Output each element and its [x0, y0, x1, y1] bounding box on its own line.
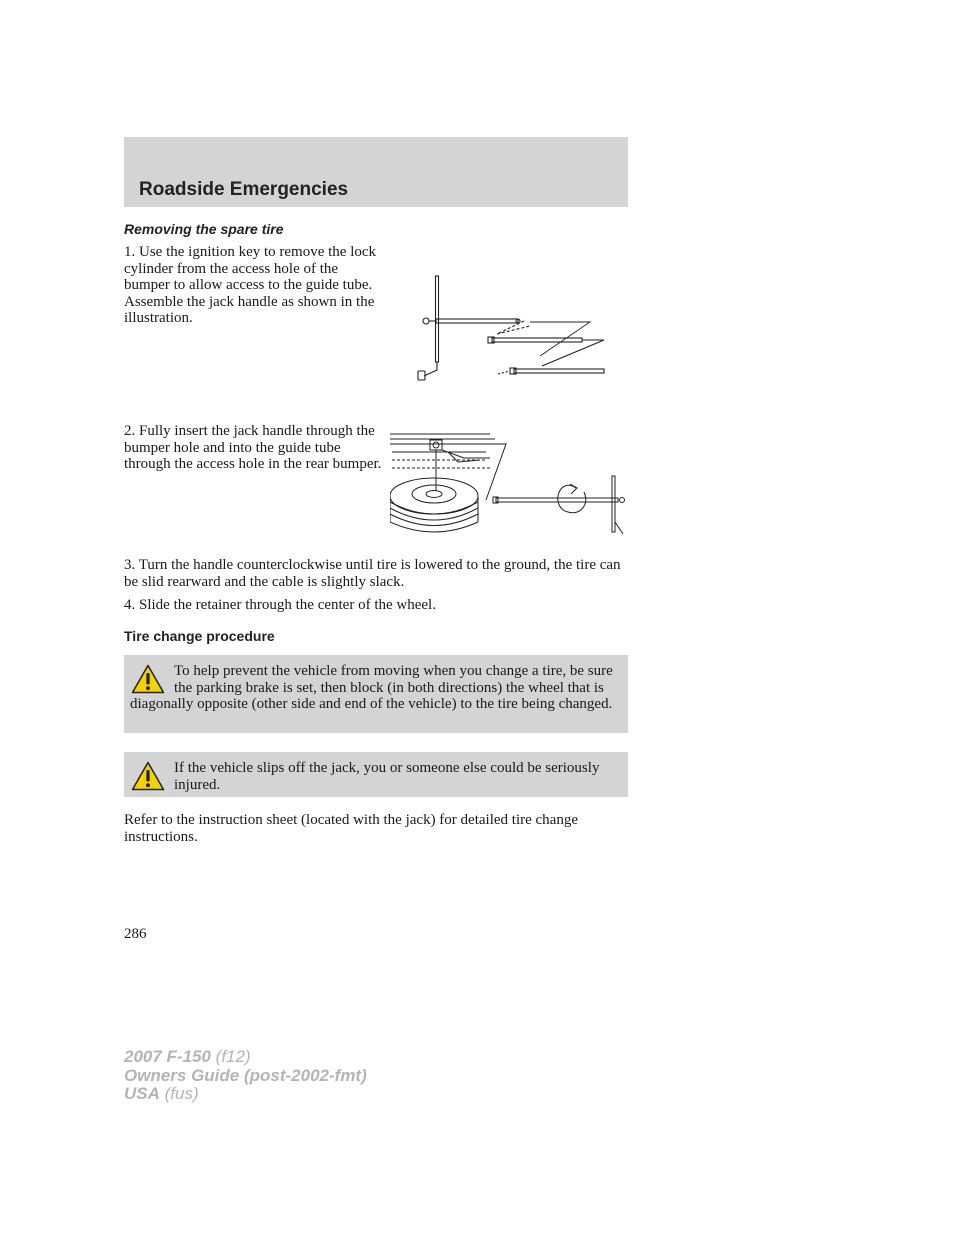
parking-brake-warning-text: To help prevent the vehicle from moving when you change a tire, be sure the parking brake is set, then block (in both directions) the wheel that is diagonally opposite (other side and end of the vehicle) to the tire being changed. [130, 663, 613, 712]
jack-slip-warning-text: If the vehicle slips off the jack, you or someone else could be seriously injured. [174, 760, 600, 793]
footer-line-market: USA (fus) [124, 1084, 199, 1103]
page-number: 286 [124, 926, 147, 942]
step-3-text: 3. Turn the handle counterclockwise until tire is lowered to the ground, the tire can be slid rearward and the cable is slightly slack. [124, 557, 621, 590]
footer-line-model: 2007 F-150 (f12) [124, 1047, 251, 1066]
document-footer [124, 1048, 367, 1104]
step-2-text: 2. Fully insert the jack handle through the bumper hole and into the guide tube through the access hole in the rear bumper. [124, 423, 382, 472]
jack-slip-warning-box [124, 752, 628, 797]
tire-change-procedure-heading: Tire change procedure [124, 628, 275, 644]
footer-line-guide: Owners Guide (post-2002-fmt) [124, 1065, 367, 1085]
section-header-band [124, 137, 628, 207]
parking-brake-warning-box [124, 655, 628, 733]
section-title: Roadside Emergencies [139, 179, 349, 200]
step-1-text: 1. Use the ignition key to remove the lock cylinder from the access hole of the bumper to allow access to the guide tube. Assemble the jack handle as shown in the illustration. [124, 244, 377, 326]
jack-handle-assembly-illustration [412, 270, 612, 385]
warning-triangle-icon [131, 761, 165, 791]
step-4-text: 4. Slide the retainer through the center of the wheel. [124, 597, 436, 613]
instruction-sheet-note: Refer to the instruction sheet (located with the jack) for detailed tire change instructions. [124, 812, 578, 845]
removing-spare-tire-heading: Removing the spare tire [124, 221, 284, 237]
spare-tire-lowering-illustration [390, 430, 628, 538]
warning-triangle-icon [131, 664, 165, 694]
